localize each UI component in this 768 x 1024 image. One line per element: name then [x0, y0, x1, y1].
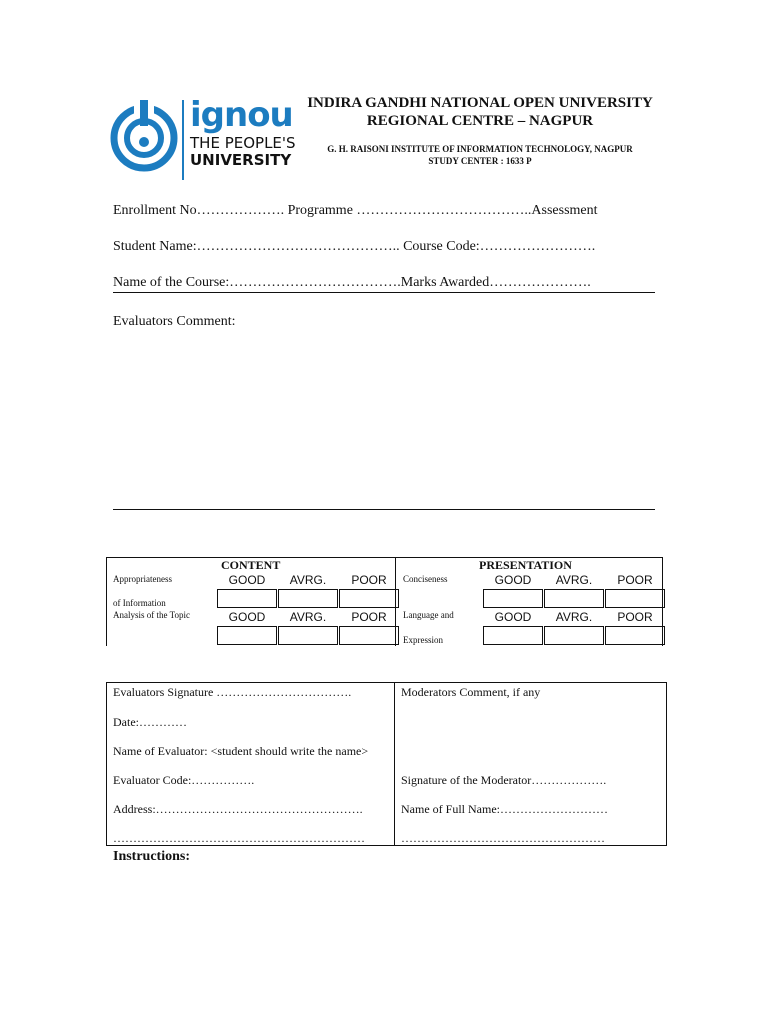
content-poor-box-2[interactable] — [339, 626, 399, 645]
presentation-title: PRESENTATION — [479, 558, 572, 572]
presentation-poor-2: POOR — [617, 610, 653, 624]
university-name: INDIRA GANDHI NATIONAL OPEN UNIVERSITY — [307, 95, 653, 111]
study-center: STUDY CENTER : 1633 P — [428, 156, 532, 166]
course-name-line: Name of the Course:……………………………….Marks Awarded…………………. — [113, 275, 591, 290]
content-label-analysis: Analysis of the Topic — [113, 610, 190, 620]
evaluator-signature: Evaluators Signature ……………………………. — [113, 685, 352, 699]
content-avrg-box-2[interactable] — [278, 626, 338, 645]
presentation-avrg-box-1[interactable] — [544, 589, 604, 608]
moderator-line: …………………………………………… — [401, 831, 605, 845]
moderator-full-name: Name of Full Name:……………………… — [401, 802, 608, 816]
presentation-poor-box-2[interactable] — [605, 626, 665, 645]
enrollment-line: Enrollment No………………. Programme ………………………………..Assessment — [113, 203, 598, 218]
moderator-signature: Signature of the Moderator………………. — [401, 773, 607, 787]
logo-divider — [182, 100, 184, 180]
institute-name: G. H. RAISONI INSTITUTE OF INFORMATION TECHNOLOGY, NAGPUR — [327, 144, 633, 154]
presentation-poor-box-1[interactable] — [605, 589, 665, 608]
content-poor-box-1[interactable] — [339, 589, 399, 608]
presentation-good-1: GOOD — [494, 573, 532, 587]
table-left-edge — [106, 558, 107, 646]
presentation-label-expression: Expression — [403, 635, 443, 645]
presentation-avrg-1: AVRG. — [555, 573, 593, 587]
evaluator-comment-label: Evaluators Comment: — [113, 314, 236, 329]
logo-tagline-2: UNIVERSITY — [190, 151, 292, 169]
content-label-information: of Information — [113, 598, 166, 608]
university-heading — [300, 94, 660, 130]
presentation-good-2: GOOD — [494, 610, 532, 624]
ignou-emblem-icon — [110, 96, 180, 180]
content-good-2: GOOD — [228, 610, 266, 624]
content-good-1: GOOD — [228, 573, 266, 587]
presentation-label-conciseness: Conciseness — [403, 574, 448, 584]
moderator-comment: Moderators Comment, if any — [401, 685, 541, 699]
content-avrg-box-1[interactable] — [278, 589, 338, 608]
content-good-box-2[interactable] — [217, 626, 277, 645]
evaluator-address: Address:……………………………………………. — [113, 802, 363, 816]
content-poor-2: POOR — [351, 610, 387, 624]
logo-tagline-1: THE PEOPLE'S — [190, 134, 296, 152]
evaluator-address-continued: ……………………………………………………… — [113, 831, 365, 845]
student-name-line: Student Name:…………………………………….. Course Code:……………………. — [113, 239, 596, 254]
institute-heading — [300, 143, 660, 167]
rating-table — [106, 557, 663, 646]
content-label-appropriateness: Appropriateness — [113, 574, 172, 584]
ignou-wordmark — [190, 95, 296, 169]
content-avrg-1: AVRG. — [289, 573, 327, 587]
presentation-avrg-2: AVRG. — [555, 610, 593, 624]
content-good-box-1[interactable] — [217, 589, 277, 608]
presentation-avrg-box-2[interactable] — [544, 626, 604, 645]
content-title: CONTENT — [221, 558, 281, 572]
presentation-good-box-2[interactable] — [483, 626, 543, 645]
content-poor-1: POOR — [351, 573, 387, 587]
instructions-heading: Instructions: — [113, 849, 191, 864]
evaluator-moderator-box — [106, 682, 667, 846]
evaluator-name: Name of Evaluator: <student should write the name> — [113, 744, 369, 758]
divider-top — [113, 292, 655, 293]
evaluation-date: Date:………… — [113, 715, 187, 729]
presentation-label-language: Language and — [403, 610, 454, 620]
divider-comment — [113, 509, 655, 510]
box-divider — [394, 683, 395, 845]
content-avrg-2: AVRG. — [289, 610, 327, 624]
logo-wordmark: ignou — [190, 95, 293, 135]
evaluator-code: Evaluator Code:……………. — [113, 773, 255, 787]
presentation-good-box-1[interactable] — [483, 589, 543, 608]
presentation-poor-1: POOR — [617, 573, 653, 587]
regional-centre: REGIONAL CENTRE – NAGPUR — [366, 113, 594, 129]
